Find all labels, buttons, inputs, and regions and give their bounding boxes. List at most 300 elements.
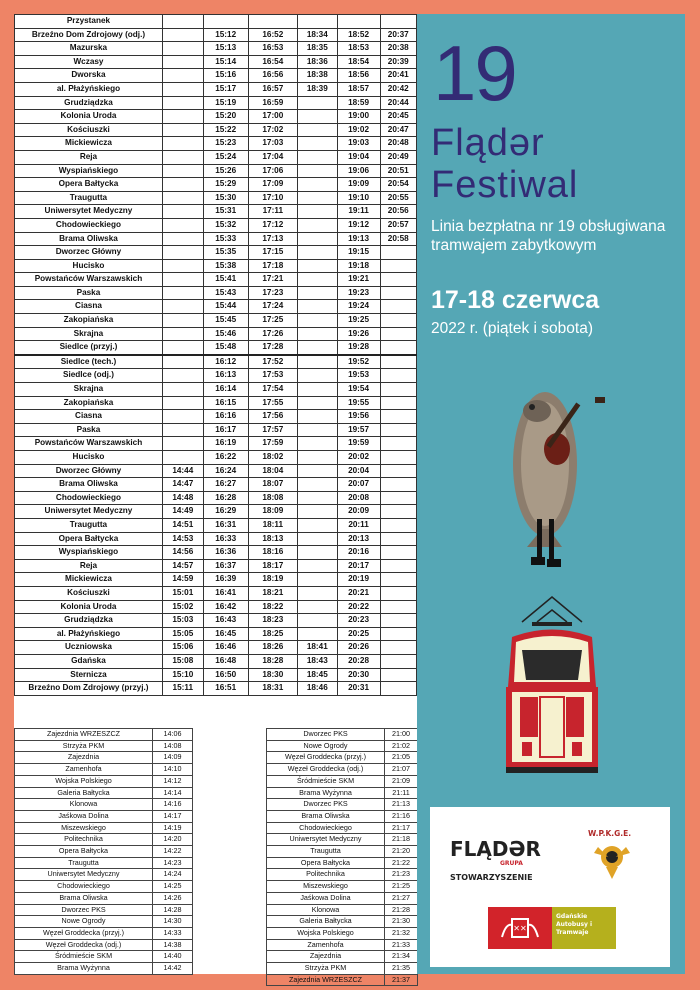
stop-name: Wojska Polskiego: [15, 775, 153, 787]
departure-time: 14:57: [162, 559, 203, 573]
stop-name: Siedlce (przyj.): [15, 341, 163, 355]
departure-time: 17:21: [248, 273, 297, 287]
departure-time: 15:46: [203, 327, 248, 341]
departure-time: [297, 423, 337, 437]
stop-name: Dworzec Główny: [15, 246, 163, 260]
timetable-row: [15, 464, 417, 478]
depot-row: [15, 729, 193, 741]
departure-time: 17:09: [248, 178, 297, 192]
stop-name: Gdańska: [15, 654, 163, 668]
departure-time: 15:05: [162, 627, 203, 641]
departure-time: 20:39: [380, 55, 417, 69]
departure-time: 15:17: [203, 82, 248, 96]
stop-name: Siedlce (odj.): [15, 369, 163, 383]
departure-time: 20:44: [380, 96, 417, 110]
departure-time: 21:37: [385, 974, 418, 986]
timetable-row: [15, 573, 417, 587]
main-timetable: [14, 14, 417, 696]
stop-name: Reja: [15, 150, 163, 164]
gait-label: Gdańskie Autobusy i Tramwaje: [556, 913, 593, 936]
departure-time: 16:27: [203, 478, 248, 492]
departure-time: [380, 546, 417, 560]
departure-time: 19:56: [337, 410, 380, 424]
departure-time: 18:59: [337, 96, 380, 110]
depot-row: [267, 799, 418, 811]
departure-time: 18:52: [337, 28, 380, 42]
stop-name: Kościuszki: [15, 123, 163, 137]
departure-time: [380, 614, 417, 628]
departure-time: [297, 191, 337, 205]
stop-name: Zajezdnia WRZESZCZ: [267, 974, 385, 986]
depot-row: [267, 846, 418, 858]
event-dates: 17-18 czerwca: [431, 286, 600, 314]
departure-time: 16:12: [203, 355, 248, 369]
departure-time: 19:21: [337, 273, 380, 287]
departure-time: 18:21: [248, 586, 297, 600]
departure-time: [162, 246, 203, 260]
departure-time: [380, 668, 417, 682]
departure-time: 21:30: [385, 916, 418, 928]
departure-time: [297, 518, 337, 532]
departure-time: 21:18: [385, 834, 418, 846]
tram-illustration: [492, 592, 612, 792]
departure-time: [380, 327, 417, 341]
departure-time: 16:46: [203, 641, 248, 655]
stop-name: Uniwersytet Medyczny: [15, 869, 153, 881]
departure-time: [162, 218, 203, 232]
timetable-row: [15, 532, 417, 546]
departure-time: 18:34: [297, 28, 337, 42]
stop-name: Uczniowska: [15, 641, 163, 655]
timetable-row: [15, 42, 417, 56]
departure-time: [162, 451, 203, 465]
departure-time: 15:11: [162, 682, 203, 696]
stop-name: Skrajna: [15, 327, 163, 341]
departure-time: 14:48: [162, 491, 203, 505]
departure-time: 19:18: [337, 259, 380, 273]
departure-time: [162, 96, 203, 110]
departure-time: [162, 55, 203, 69]
departure-time: [297, 396, 337, 410]
stop-name: Hucisko: [15, 451, 163, 465]
stop-name: Hucisko: [15, 259, 163, 273]
depot-row: [15, 904, 193, 916]
timetable-sheet: [14, 14, 417, 984]
stop-name: Zakopiańska: [15, 396, 163, 410]
stop-name: Grudziądzka: [15, 96, 163, 110]
line-description: Linia bezpłatna nr 19 obsługiwana tramwajem zabytkowym: [431, 218, 666, 254]
departure-time: [380, 383, 417, 397]
departure-time: [162, 327, 203, 341]
wpkge-logo-text: W.P.K.G.E.: [588, 829, 632, 838]
departure-time: 15:03: [162, 614, 203, 628]
departure-time: 15:02: [162, 600, 203, 614]
stop-name: Zamenhofa: [15, 764, 153, 776]
departure-time: [162, 314, 203, 328]
departure-time: 20:42: [380, 82, 417, 96]
departure-time: [162, 355, 203, 369]
depot-row: [267, 775, 418, 787]
timetable-row: [15, 600, 417, 614]
departure-time: [297, 491, 337, 505]
timetable-row: [15, 614, 417, 628]
departure-time: 21:00: [385, 729, 418, 741]
stop-name: Strzyża PKM: [15, 740, 153, 752]
departure-time: 15:01: [162, 586, 203, 600]
departure-time: 18:38: [297, 69, 337, 83]
timetable-row: [15, 505, 417, 519]
departure-time: [297, 150, 337, 164]
departure-time: 17:54: [248, 383, 297, 397]
timetable-row: [15, 327, 417, 341]
timetable-row: [15, 654, 417, 668]
departure-time: 21:13: [385, 799, 418, 811]
depot-row: [15, 810, 193, 822]
departure-time: 15:32: [203, 218, 248, 232]
departure-time: [162, 383, 203, 397]
departure-time: 17:24: [248, 300, 297, 314]
departure-time: 21:25: [385, 881, 418, 893]
festival-title-line2: Festiwal: [431, 164, 579, 206]
departure-time: 21:17: [385, 822, 418, 834]
timetable-row: [15, 410, 417, 424]
departure-time: 20:28: [337, 654, 380, 668]
departure-time: [297, 341, 337, 355]
timetable-row: [15, 259, 417, 273]
departure-time: 14:16: [153, 799, 193, 811]
departure-time: 17:06: [248, 164, 297, 178]
departure-time: [380, 600, 417, 614]
stop-name: Węzeł Groddecka (przyj.): [267, 752, 385, 764]
departure-time: 21:09: [385, 775, 418, 787]
departure-time: 21:02: [385, 740, 418, 752]
stop-name: Dworzec PKS: [267, 729, 385, 741]
departure-time: 19:11: [337, 205, 380, 219]
festival-title-line1: Flądər: [431, 122, 545, 164]
departure-time: 20:49: [380, 150, 417, 164]
depot-row: [267, 740, 418, 752]
departure-time: 20:07: [337, 478, 380, 492]
departure-time: 18:43: [297, 654, 337, 668]
stop-name: Galeria Bałtycka: [15, 787, 153, 799]
departure-time: [297, 586, 337, 600]
departure-time: 21:34: [385, 951, 418, 963]
timetable-row: [15, 668, 417, 682]
departure-time: 20:41: [380, 69, 417, 83]
departure-time: 18:26: [248, 641, 297, 655]
departure-time: 16:13: [203, 369, 248, 383]
departure-time: 21:07: [385, 764, 418, 776]
line-number: 19: [433, 29, 516, 117]
departure-time: [380, 627, 417, 641]
departure-time: 17:25: [248, 314, 297, 328]
departure-time: [380, 491, 417, 505]
timetable-row: [15, 491, 417, 505]
timetable-row: [15, 546, 417, 560]
departure-time: [297, 614, 337, 628]
departure-time: 14:38: [153, 939, 193, 951]
stop-name: Politechnika: [267, 869, 385, 881]
departure-time: 15:12: [203, 28, 248, 42]
departure-time: 20:02: [337, 451, 380, 465]
departure-time: 17:53: [248, 369, 297, 383]
stop-name: Brama Wyżynna: [15, 963, 153, 975]
departure-time: 16:39: [203, 573, 248, 587]
departure-time: 15:20: [203, 110, 248, 124]
departure-time: 17:11: [248, 205, 297, 219]
flader-grupa: GRUPA: [500, 860, 523, 867]
departure-time: 18:02: [248, 451, 297, 465]
stop-name: Zamenhofa: [267, 939, 385, 951]
departure-time: 21:20: [385, 846, 418, 858]
departure-time: [297, 573, 337, 587]
departure-time: 17:18: [248, 259, 297, 273]
stop-name: Kościuszki: [15, 586, 163, 600]
departure-time: 15:38: [203, 259, 248, 273]
stop-name: Traugutta: [15, 857, 153, 869]
departure-time: 14:33: [153, 927, 193, 939]
departure-time: [162, 69, 203, 83]
departure-time: 20:22: [337, 600, 380, 614]
departure-time: 17:57: [248, 423, 297, 437]
departure-time: [162, 191, 203, 205]
departure-time: 18:08: [248, 491, 297, 505]
departure-time: [380, 300, 417, 314]
departure-time: 18:23: [248, 614, 297, 628]
depot-row: [267, 974, 418, 986]
stop-name: Ciasna: [15, 300, 163, 314]
departure-time: 17:12: [248, 218, 297, 232]
departure-time: [380, 259, 417, 273]
departure-time: 18:56: [337, 69, 380, 83]
depot-row: [15, 892, 193, 904]
departure-time: 20:47: [380, 123, 417, 137]
timetable-row: [15, 300, 417, 314]
depot-row: [267, 939, 418, 951]
departure-time: 18:31: [248, 682, 297, 696]
departure-time: 17:23: [248, 286, 297, 300]
stop-name: Traugutta: [15, 518, 163, 532]
departure-time: 16:16: [203, 410, 248, 424]
event-year: 2022 r. (piątek i sobota): [431, 320, 593, 337]
depot-row: [267, 892, 418, 904]
departure-time: 19:55: [337, 396, 380, 410]
stop-name: Chodowieckiego: [15, 881, 153, 893]
departure-time: 18:41: [297, 641, 337, 655]
stop-name: Mickiewicza: [15, 573, 163, 587]
departure-time: 21:32: [385, 927, 418, 939]
depot-row: [267, 729, 418, 741]
stop-name: Węzeł Groddecka (odj.): [15, 939, 153, 951]
sponsor-logos: [430, 807, 670, 967]
departure-time: 16:31: [203, 518, 248, 532]
flader-logo: FLĄDƏR: [450, 837, 541, 861]
depot-row: [15, 799, 193, 811]
departure-time: 15:30: [203, 191, 248, 205]
timetable-row: [15, 232, 417, 246]
depot-row: [15, 787, 193, 799]
depot-row: [15, 881, 193, 893]
timetable-row: [15, 478, 417, 492]
departure-time: 16:54: [248, 55, 297, 69]
departure-time: 15:41: [203, 273, 248, 287]
departure-time: 16:43: [203, 614, 248, 628]
departure-time: 14:08: [153, 740, 193, 752]
departure-time: 17:56: [248, 410, 297, 424]
departure-time: [162, 410, 203, 424]
departure-time: [297, 178, 337, 192]
stop-name: Dworzec PKS: [267, 799, 385, 811]
departure-time: [297, 123, 337, 137]
stop-name: Opera Bałtycka: [15, 532, 163, 546]
departure-time: 18:57: [337, 82, 380, 96]
departure-time: 20:56: [380, 205, 417, 219]
stop-name: Wyspiańskiego: [15, 546, 163, 560]
departure-time: 18:28: [248, 654, 297, 668]
departure-time: 15:16: [203, 69, 248, 83]
departure-time: 14:44: [162, 464, 203, 478]
departure-time: 18:25: [248, 627, 297, 641]
stop-name: Strzyża PKM: [267, 963, 385, 975]
departure-time: [297, 627, 337, 641]
departure-time: 16:45: [203, 627, 248, 641]
timetable-row: [15, 55, 417, 69]
departure-time: 16:41: [203, 586, 248, 600]
departure-time: [162, 286, 203, 300]
departure-time: [297, 464, 337, 478]
departure-time: 20:09: [337, 505, 380, 519]
departure-time: [162, 123, 203, 137]
departure-time: 19:25: [337, 314, 380, 328]
info-panel: [417, 14, 685, 974]
departure-time: 17:59: [248, 437, 297, 451]
depot-row: [267, 810, 418, 822]
depot-row: [267, 787, 418, 799]
departure-time: 21:28: [385, 904, 418, 916]
departure-time: 18:07: [248, 478, 297, 492]
departure-time: [380, 505, 417, 519]
departure-time: 15:44: [203, 300, 248, 314]
departure-time: 18:22: [248, 600, 297, 614]
departure-time: 20:04: [337, 464, 380, 478]
departure-time: [297, 546, 337, 560]
depot-row: [15, 857, 193, 869]
departure-time: 14:28: [153, 904, 193, 916]
gdansk-crest-icon: [498, 915, 542, 941]
stop-name: Traugutta: [15, 191, 163, 205]
stop-name: Kolonia Uroda: [15, 600, 163, 614]
departure-time: 17:52: [248, 355, 297, 369]
departure-time: 15:33: [203, 232, 248, 246]
timetable-row: [15, 218, 417, 232]
stop-name: Brama Wyżynna: [267, 787, 385, 799]
departure-time: 16:50: [203, 668, 248, 682]
departure-time: 14:40: [153, 951, 193, 963]
stop-name: Klonowa: [15, 799, 153, 811]
departure-time: [162, 137, 203, 151]
departure-time: 21:27: [385, 892, 418, 904]
departure-time: 20:11: [337, 518, 380, 532]
timetable-row: [15, 451, 417, 465]
departure-time: 16:19: [203, 437, 248, 451]
departure-time: 15:29: [203, 178, 248, 192]
departure-time: 19:09: [337, 178, 380, 192]
stop-name: Opera Bałtycka: [267, 857, 385, 869]
departure-time: 20:58: [380, 232, 417, 246]
departure-time: 15:31: [203, 205, 248, 219]
stop-name: Klonowa: [267, 904, 385, 916]
timetable-row: [15, 286, 417, 300]
departure-time: 14:20: [153, 834, 193, 846]
timetable-row: [15, 69, 417, 83]
stop-name: Brzeźno Dom Zdrojowy (przyj.): [15, 682, 163, 696]
stop-name: Traugutta: [267, 846, 385, 858]
stop-name: al. Płażyńskiego: [15, 627, 163, 641]
departure-time: [297, 532, 337, 546]
depot-row: [15, 740, 193, 752]
departure-time: [380, 246, 417, 260]
departure-time: [380, 518, 417, 532]
departure-time: [297, 478, 337, 492]
departure-time: 15:48: [203, 341, 248, 355]
departure-time: 18:04: [248, 464, 297, 478]
stop-name: Opera Bałtycka: [15, 846, 153, 858]
stop-name: Uniwersytet Medyczny: [15, 205, 163, 219]
stop-name: Dworska: [15, 69, 163, 83]
departure-time: [380, 369, 417, 383]
departure-time: 20:16: [337, 546, 380, 560]
depot-row: [267, 904, 418, 916]
departure-time: [380, 478, 417, 492]
departure-time: [380, 273, 417, 287]
departure-time: [297, 355, 337, 369]
departure-time: 14:56: [162, 546, 203, 560]
stop-name: Zajezdnia: [267, 951, 385, 963]
departure-time: 17:28: [248, 341, 297, 355]
stop-name: Powstańców Warszawskich: [15, 437, 163, 451]
departure-time: 16:53: [248, 42, 297, 56]
departure-time: 14:23: [153, 857, 193, 869]
departure-time: [297, 559, 337, 573]
departure-time: 16:14: [203, 383, 248, 397]
departure-time: 16:33: [203, 532, 248, 546]
departure-time: [162, 396, 203, 410]
departure-time: 16:59: [248, 96, 297, 110]
departure-time: 19:00: [337, 110, 380, 124]
stop-name: Chodowieckiego: [15, 491, 163, 505]
departure-time: 17:13: [248, 232, 297, 246]
stop-name: Paska: [15, 423, 163, 437]
departure-time: [380, 559, 417, 573]
departure-time: [380, 586, 417, 600]
departure-time: [380, 654, 417, 668]
departure-time: 20:25: [337, 627, 380, 641]
departure-time: [380, 286, 417, 300]
departure-time: 19:26: [337, 327, 380, 341]
departure-time: [162, 232, 203, 246]
departure-time: 16:22: [203, 451, 248, 465]
stop-name: Nowe Ogrody: [15, 916, 153, 928]
depot-row: [15, 822, 193, 834]
departure-time: 18:45: [297, 668, 337, 682]
departure-time: [297, 410, 337, 424]
departure-time: 14:53: [162, 532, 203, 546]
departure-time: 19:54: [337, 383, 380, 397]
depot-row: [267, 869, 418, 881]
stop-name: Brzeźno Dom Zdrojowy (odj.): [15, 28, 163, 42]
departure-time: [380, 396, 417, 410]
stop-name: Brama Oliwska: [15, 892, 153, 904]
